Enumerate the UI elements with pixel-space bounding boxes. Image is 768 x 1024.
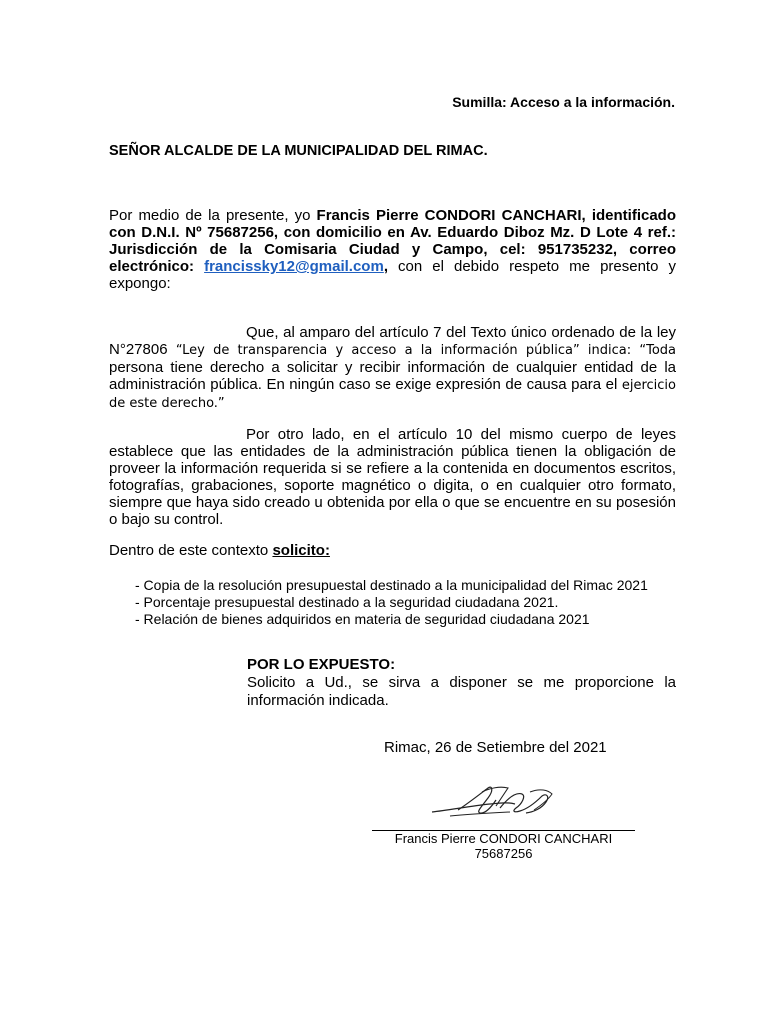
intro-bold-comma: , [383,258,388,275]
intro-text-1: Por medio de la presente, yo [109,207,317,224]
request-list [135,577,648,628]
signer-block [372,831,635,861]
closing-block [247,656,676,710]
intro-text-2 [194,258,204,275]
context-text: Dentro de este contexto [109,542,273,559]
intro-paragraph [109,207,676,292]
closing-text: Solicito a Ud., se sirva a disponer se me proporcione la información indicada. [247,674,676,709]
solicito-label: solicito: [272,542,330,559]
list-item: - Porcentaje presupuestal destinado a la seguridad ciudadana 2021. [135,594,559,610]
sumilla-line: Sumilla: Acceso a la información. [452,94,675,110]
list-item: - Relación de bienes adquiridos en materia de seguridad ciudadana 2021 [135,611,590,627]
signer-name: Francis Pierre CONDORI CANCHARI [394,831,613,846]
law-text-1: Que, al amparo del artículo 7 del Texto único ordenado de la ley N°27806 [109,324,676,358]
law-quote-2: ejercicio de este derecho.” [109,378,676,411]
intro-text-3: con el debido respeto me presento y expongo: [109,258,676,292]
context-line [109,542,330,559]
handwritten-signature [430,780,565,825]
addressee-line: SEÑOR ALCALDE DE LA MUNICIPALIDAD DEL RIMAC. [109,143,488,159]
law-paragraph [109,324,676,412]
email-link[interactable]: francissky12@gmail.com [204,258,384,275]
intro-bold-identity: Francis Pierre CONDORI CANCHARI, identificado con D.N.I. Nº 75687256, con domicilio en Av. Eduardo Diboz Mz. D Lote 4 ref.: Jurisdicción de la Comisaria Ciudad y Campo, cel: 951735232, correo electrónico: [109,207,676,275]
closing-heading: POR LO EXPUESTO: [247,656,396,673]
article-paragraph: Por otro lado, en el artículo 10 del mismo cuerpo de leyes establece que las entidades de la administración pública tienen la obligación de proveer la información requerida si se refiere a la contenida en documentos escritos, fotografías, grabaciones, soporte magnético o digita, o en cualquier otro formato, siempre que haya sido creado u obtenida por ella o que se encuentre en su posesión o bajo su control. [109,426,676,528]
law-text-2: persona tiene derecho a solicitar y recibir información de cualquier entidad de la administración pública. En ningún caso se exige expresión de causa para el [109,359,676,393]
list-item: - Copia de la resolución presupuestal destinado a la municipalidad del Rimac 2021 [135,577,648,593]
law-quote-1: “Ley de transparencia y acceso a la información pública” indica: “Toda [175,343,676,358]
date-line: Rimac, 26 de Setiembre del 2021 [384,739,607,756]
signer-dni: 75687256 [474,846,533,861]
